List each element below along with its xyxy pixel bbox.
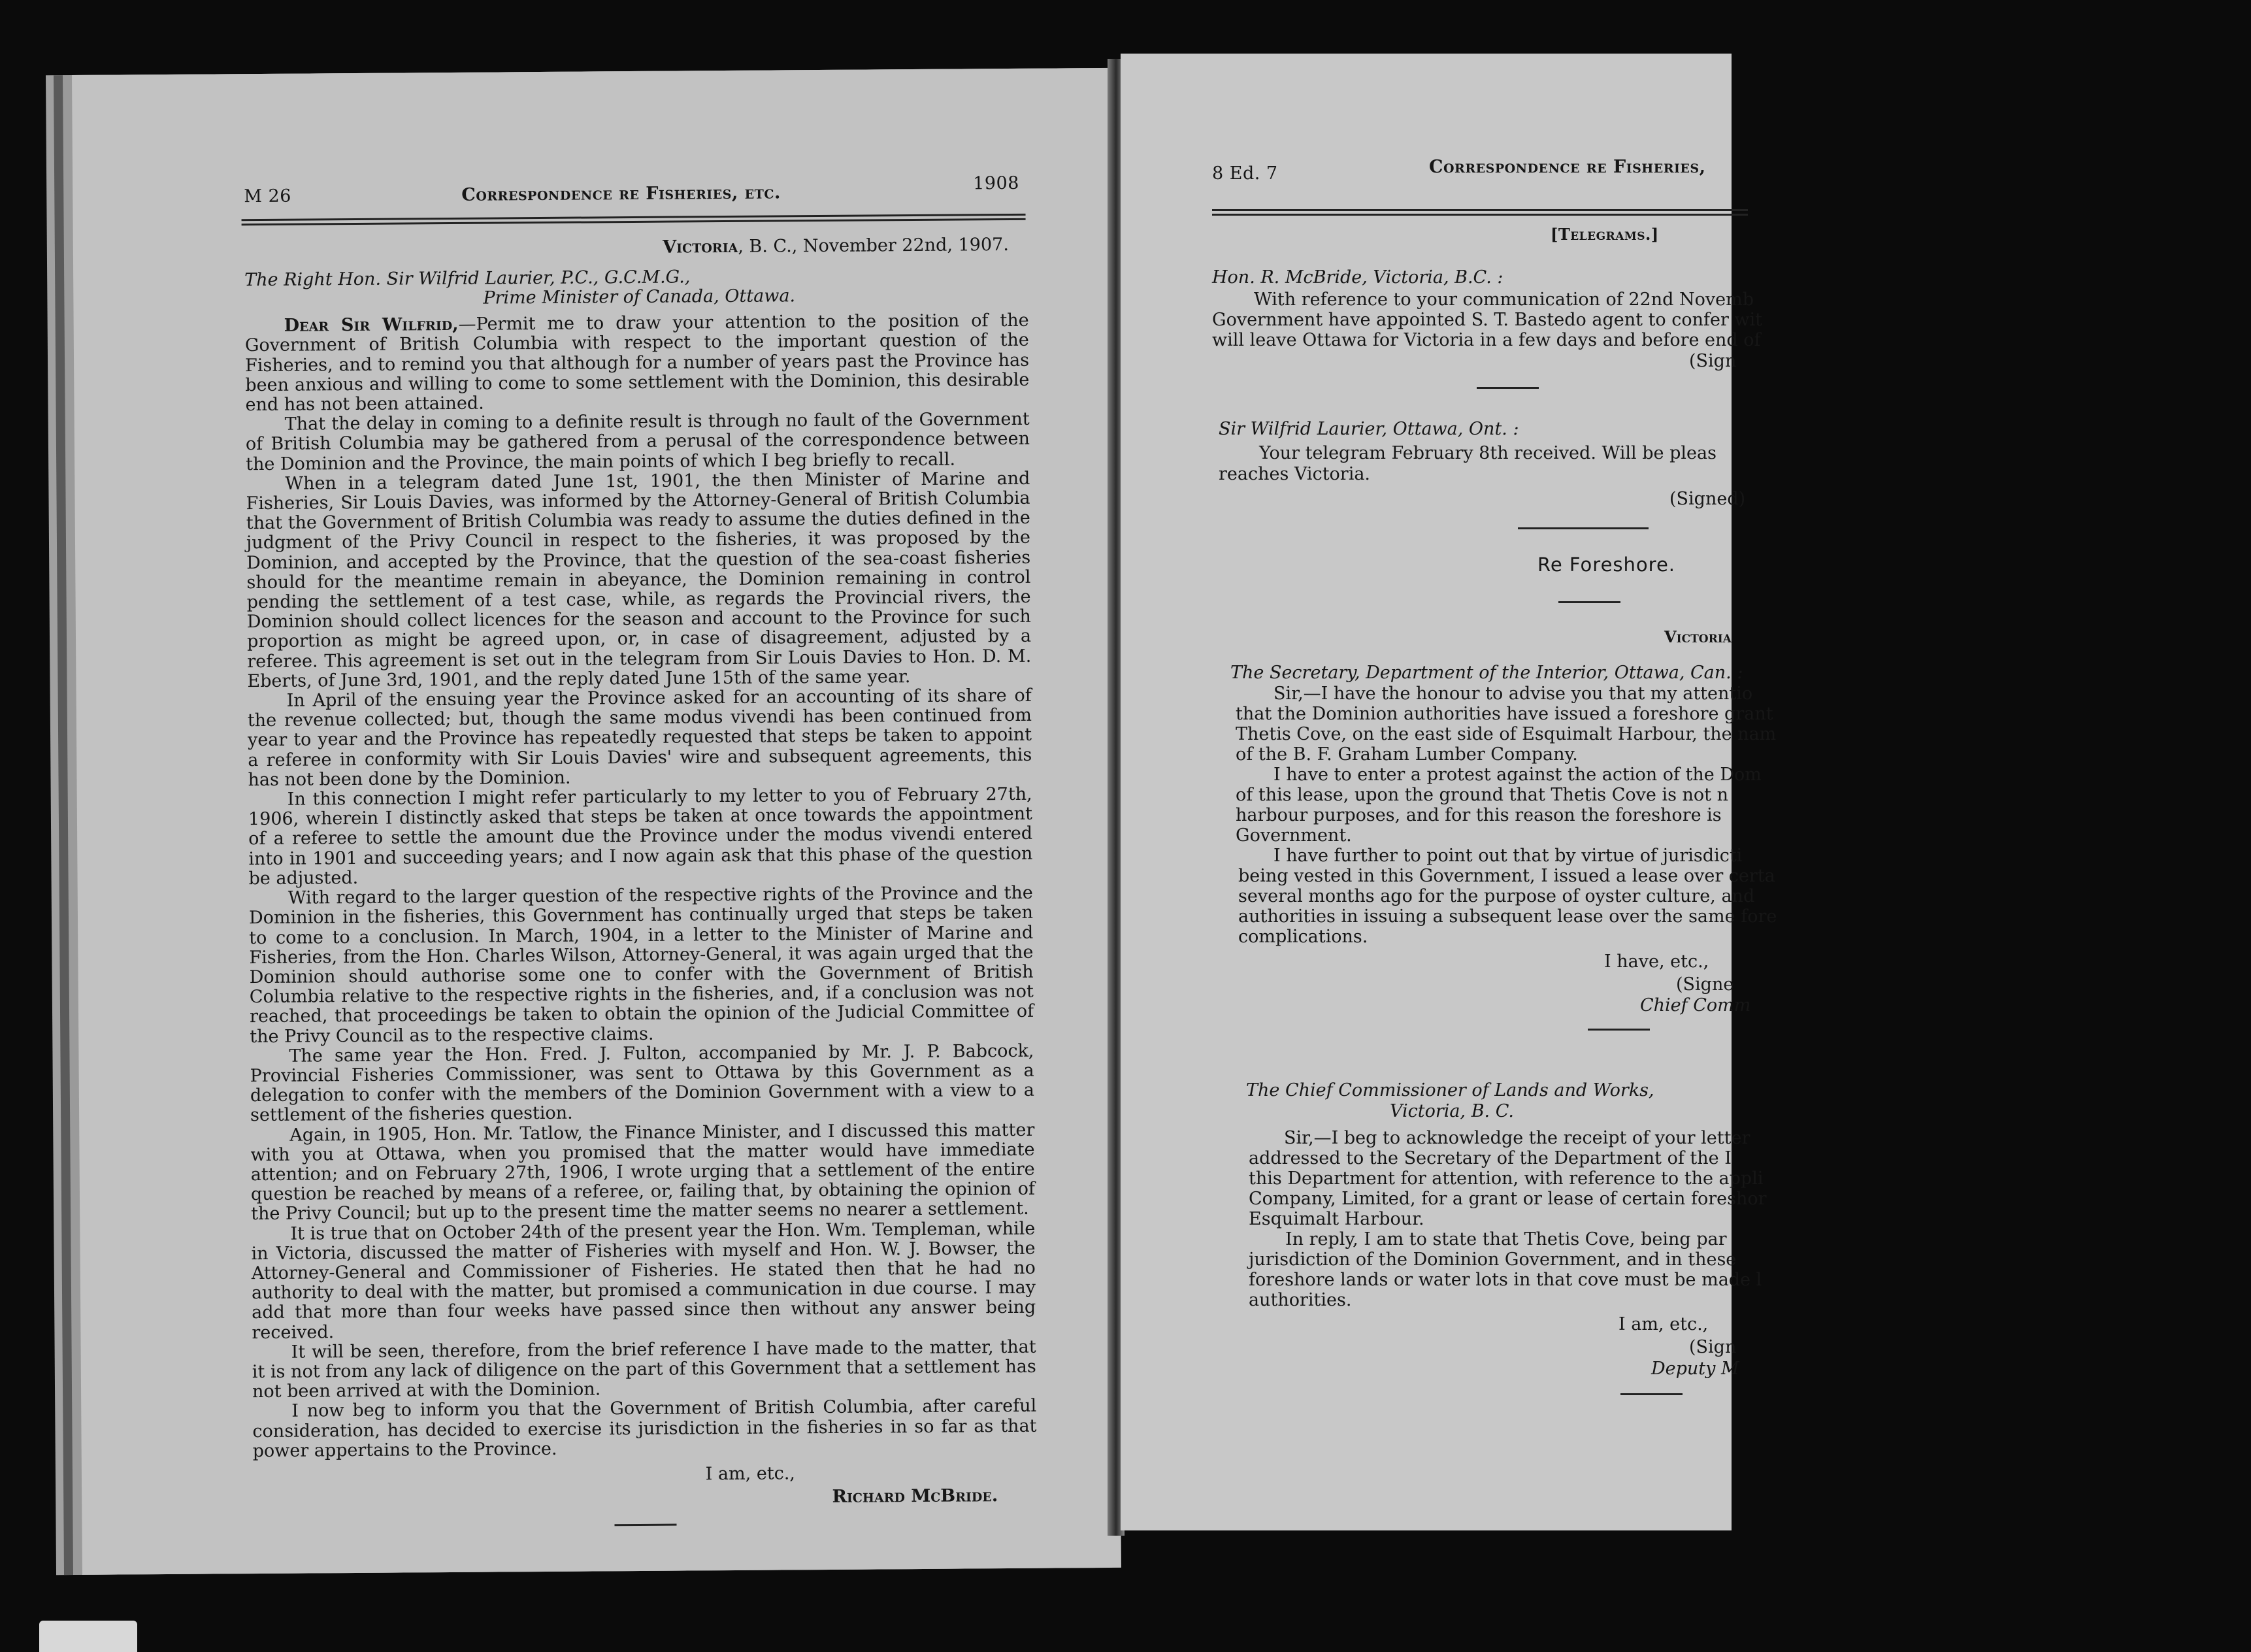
letter2-line: In reply, I am to state that Thetis Cove, being par [1285, 1229, 1727, 1249]
letter1-line: I have to enter a protest against the action of the Dom [1273, 765, 1762, 785]
closing: I am, etc., [705, 1463, 796, 1485]
dateline [244, 235, 1028, 261]
dateline-place: Victoria [663, 236, 738, 257]
page-number: M 26 [244, 186, 292, 207]
paragraph-9: It is true that on October 24th of the present year the Hon. Wm. Templeman, while in Victoria, discussed the matter of Fisheries with myself and Hon. W. J. Bowser, the Attorney-General and Commissioner of Fisheries. He stated then that he had no authority to deal with the matter, but promised a communication in due course. I may add that more than four weeks have passed since then without any answer being received. [251, 1218, 1036, 1343]
addressee-line2: Prime Minister of Canada, Ottawa. [483, 286, 796, 308]
right-header-rule [1212, 209, 1748, 216]
paragraph-1 [245, 311, 1030, 415]
section-rule [1518, 527, 1649, 529]
telegram2-line2: reaches Victoria. [1219, 464, 1371, 484]
letter1-line: of this lease, upon the ground that Thetis Cove is not n [1236, 785, 1728, 805]
letter1-rule [1588, 1029, 1650, 1031]
letter1-line: harbour purposes, and for this reason the foreshore is [1236, 805, 1722, 825]
letter-body [244, 235, 1038, 1529]
letter2-closing: I am, etc., [1618, 1314, 1709, 1334]
letter1-line: being vested in this Government, I issued a lease over certa [1238, 866, 1775, 886]
letter1-title: Chief Comm [1640, 995, 1751, 1016]
letter2-line: authorities. [1249, 1290, 1352, 1310]
paragraph-1-text: —Permit me to draw your attention to the position of the Government of British Columbia with respect to the important question of the Fisheries, and to remind you that although for a number of years past the Province has been anxious and willing to come to some settlement with the Dominion, this desirable end has not been attained. [244, 310, 1030, 416]
letter2-line: Company, Limited, for a grant or lease of certain foreshor [1249, 1189, 1767, 1209]
letter2-line: this Department for attention, with reference to the appli [1249, 1168, 1764, 1189]
right-page [1121, 54, 1777, 1530]
end-rule [614, 1524, 676, 1527]
salutation: Dear Sir Wilfrid, [284, 314, 459, 336]
letter1-signature: (Signe [1676, 974, 1734, 995]
header-rule [242, 214, 1026, 225]
paragraph-5: In this connection I might refer particularly to my letter to you of February 27th, 1906, wherein I distinctly asked that steps be taken at once towards the appointment of a referee to settle the amount due the Province under the modus vivendi entered into in 1901 and succeeding years; and I now again ask that this phase of the question be adjusted. [248, 784, 1033, 889]
letter1-closing: I have, etc., [1604, 951, 1709, 972]
right-running-head: Correspondence re Fisheries, [1429, 157, 1706, 177]
letter2-line: foreshore lands or water lots in that cove must be made l [1249, 1270, 1762, 1290]
telegram1-line2: Government have appointed S. T. Bastedo agent to confer wit [1212, 310, 1763, 330]
letter1-address: The Secretary, Department of the Interior, Ottawa, Can. : [1230, 663, 1743, 683]
paragraph-3: When in a telegram dated June 1st, 1901, the then Minister of Marine and Fisheries, Sir Louis Davies, was informed by the Attorney-General of British Columbia that the Government of British Columbia was ready to assume the duties defined in the judgment of the Privy Council in respect to the fisheries, it was proposed by the Dominion, and accepted by the Province, that the question of the sea-coast fisheries should for the meantime remain in abeyance, the Dominion remaining in control pending the settlement of a test case, while, as regards the Provincial rivers, the Dominion should collect licences for the season and account to the Province for such proportion as might be agreed upon, or, in case of disagreement, adjusted by a referee. This agreement is set out in the telegram from Sir Louis Davies to Hon. D. M. Eberts, of June 3rd, 1901, and the reply dated June 15th of the same year. [246, 468, 1032, 692]
paragraph-2: That the delay in coming to a definite result is through no fault of the Government of British Columbia may be gathered from a perusal of the correspondence between the Dominion and the Province, the main points of which I beg briefly to recall. [245, 408, 1030, 474]
telegram1-line1: With reference to your communication of 22nd Novemb [1254, 289, 1754, 310]
letter1-line: I have further to point out that by virtue of jurisdicti [1273, 846, 1743, 866]
letter2-line: jurisdiction of the Dominion Government, and in these [1249, 1249, 1737, 1270]
telegram1-address: Hon. R. McBride, Victoria, B.C. : [1212, 267, 1503, 288]
telegram2-address: Sir Wilfrid Laurier, Ottawa, Ont. : [1219, 419, 1519, 439]
letter2-address-line2: Victoria, B. C. [1390, 1101, 1514, 1121]
session-label [1212, 163, 1278, 184]
signature: Richard McBride. [832, 1485, 998, 1508]
paragraph-8: Again, in 1905, Hon. Mr. Tatlow, the Finance Minister, and I discussed this matter with you at Ottawa, when you promised that the matter would have immediate attention; and on February 27th, 1906, I wrote urging that a settlement of the entire question be reached by means of a referee, or, failing that, by obtaining the opinion of the Privy Council; but up to the present time the matter seems no nearer a settlement. [250, 1119, 1036, 1225]
letter2-line: Sir,—I beg to acknowledge the receipt of your letter [1284, 1128, 1750, 1148]
paragraph-7: The same year the Hon. Fred. J. Fulton, accompanied by Mr. J. P. Babcock, Provincial Fisheries Commissioner, was sent to Ottawa by this Government as a delegation to confer with the members of the Dominion Government with a view to a settlement of the fisheries question. [250, 1040, 1034, 1126]
letter1-line: Sir,—I have the honour to advise you that my attentio [1273, 684, 1753, 704]
telegrams-label: [Telegrams.] [1551, 225, 1659, 244]
letter2-title: Deputy M [1651, 1359, 1739, 1379]
addressee-line1: The Right Hon. Sir Wilfrid Laurier, P.C., G.C.M.G., [244, 267, 691, 291]
paragraph-10: It will be seen, therefore, from the brief reference I have made to the matter, that it is not from any lack of diligence on the part of this Government that a settlement has not been arrived at with the Dominion. [252, 1336, 1036, 1402]
telegram1-line3: will leave Ottawa for Victoria in a few days and before end of [1212, 330, 1761, 350]
letter1-line: Thetis Cove, on the east side of Esquimalt Harbour, the nam [1236, 724, 1777, 744]
telegram2-line1: Your telegram February 8th received. Will be pleas [1259, 443, 1717, 463]
dateline-rest: , B. C., November 22nd, 1907. [738, 234, 1009, 257]
scan-tab [39, 1621, 137, 1652]
addressee [244, 265, 1028, 310]
section-title-rule [1558, 601, 1620, 603]
paragraph-11: I now beg to inform you that the Government of British Columbia, after careful consideration, has decided to exercise its jurisdiction in the fisheries in so far as that power appertains to the Province. [252, 1396, 1037, 1461]
letter1-line: Government. [1236, 825, 1352, 846]
letter2-signature: (Sign [1689, 1337, 1737, 1357]
telegram2-signature: (Signed) [1669, 489, 1746, 509]
session-text: 8 Ed. 7 [1212, 163, 1278, 184]
letter1-line: authorities in issuing a subsequent lease over the same fore [1238, 906, 1777, 927]
telegram1-signature: (Sign [1689, 351, 1737, 371]
letter2-address-line1: The Chief Commissioner of Lands and Works, [1246, 1080, 1654, 1100]
paragraph-4: In April of the ensuing year the Province asked for an accounting of its share of the revenue collected; but, though the same modus vivendi has been continued from year to year and the Province has repeatedly requested that steps be taken to appoint a referee in conformity with Sir Louis Davies' wire and subsequent agreements, this has not been done by the Dominion. [247, 685, 1032, 791]
running-head: Correspondence re Fisheries, etc. [461, 182, 781, 205]
letter2-line: Esquimalt Harbour. [1249, 1209, 1424, 1229]
telegram1-rule [1477, 387, 1539, 389]
paragraph-6: With regard to the larger question of the respective rights of the Province and the Dominion in the fisheries, this Government has continually urged that steps be taken to come to a conclusion. In March, 1904, in a letter to the Minister of Marine and Fisheries, from the Hon. Charles Wilson, Attorney-General, it was again urged that the Dominion should authorise some one to confer with the Government of British Columbia relative to the respective rights in the fisheries, and, if a conclusion was not reached, that proceedings be taken to obtain the opinion of the Judicial Committee of the Privy Council as to the respective claims. [248, 882, 1034, 1047]
letter1-line: complications. [1238, 927, 1368, 947]
letter2-rule [1620, 1393, 1683, 1395]
year: 1908 [973, 173, 1020, 194]
letter1-line: that the Dominion authorities have issued a foreshore grant [1236, 704, 1773, 724]
left-page [72, 68, 1121, 1575]
dateline-fragment: Victoria [1664, 627, 1732, 646]
letter1-line: of the B. F. Graham Lumber Company. [1236, 744, 1578, 765]
letter1-line: several months ago for the purpose of oyster culture, and [1238, 886, 1755, 906]
letter2-line: addressed to the Secretary of the Department of the I [1249, 1148, 1732, 1168]
section-title: Re Foreshore. [1537, 553, 1676, 576]
